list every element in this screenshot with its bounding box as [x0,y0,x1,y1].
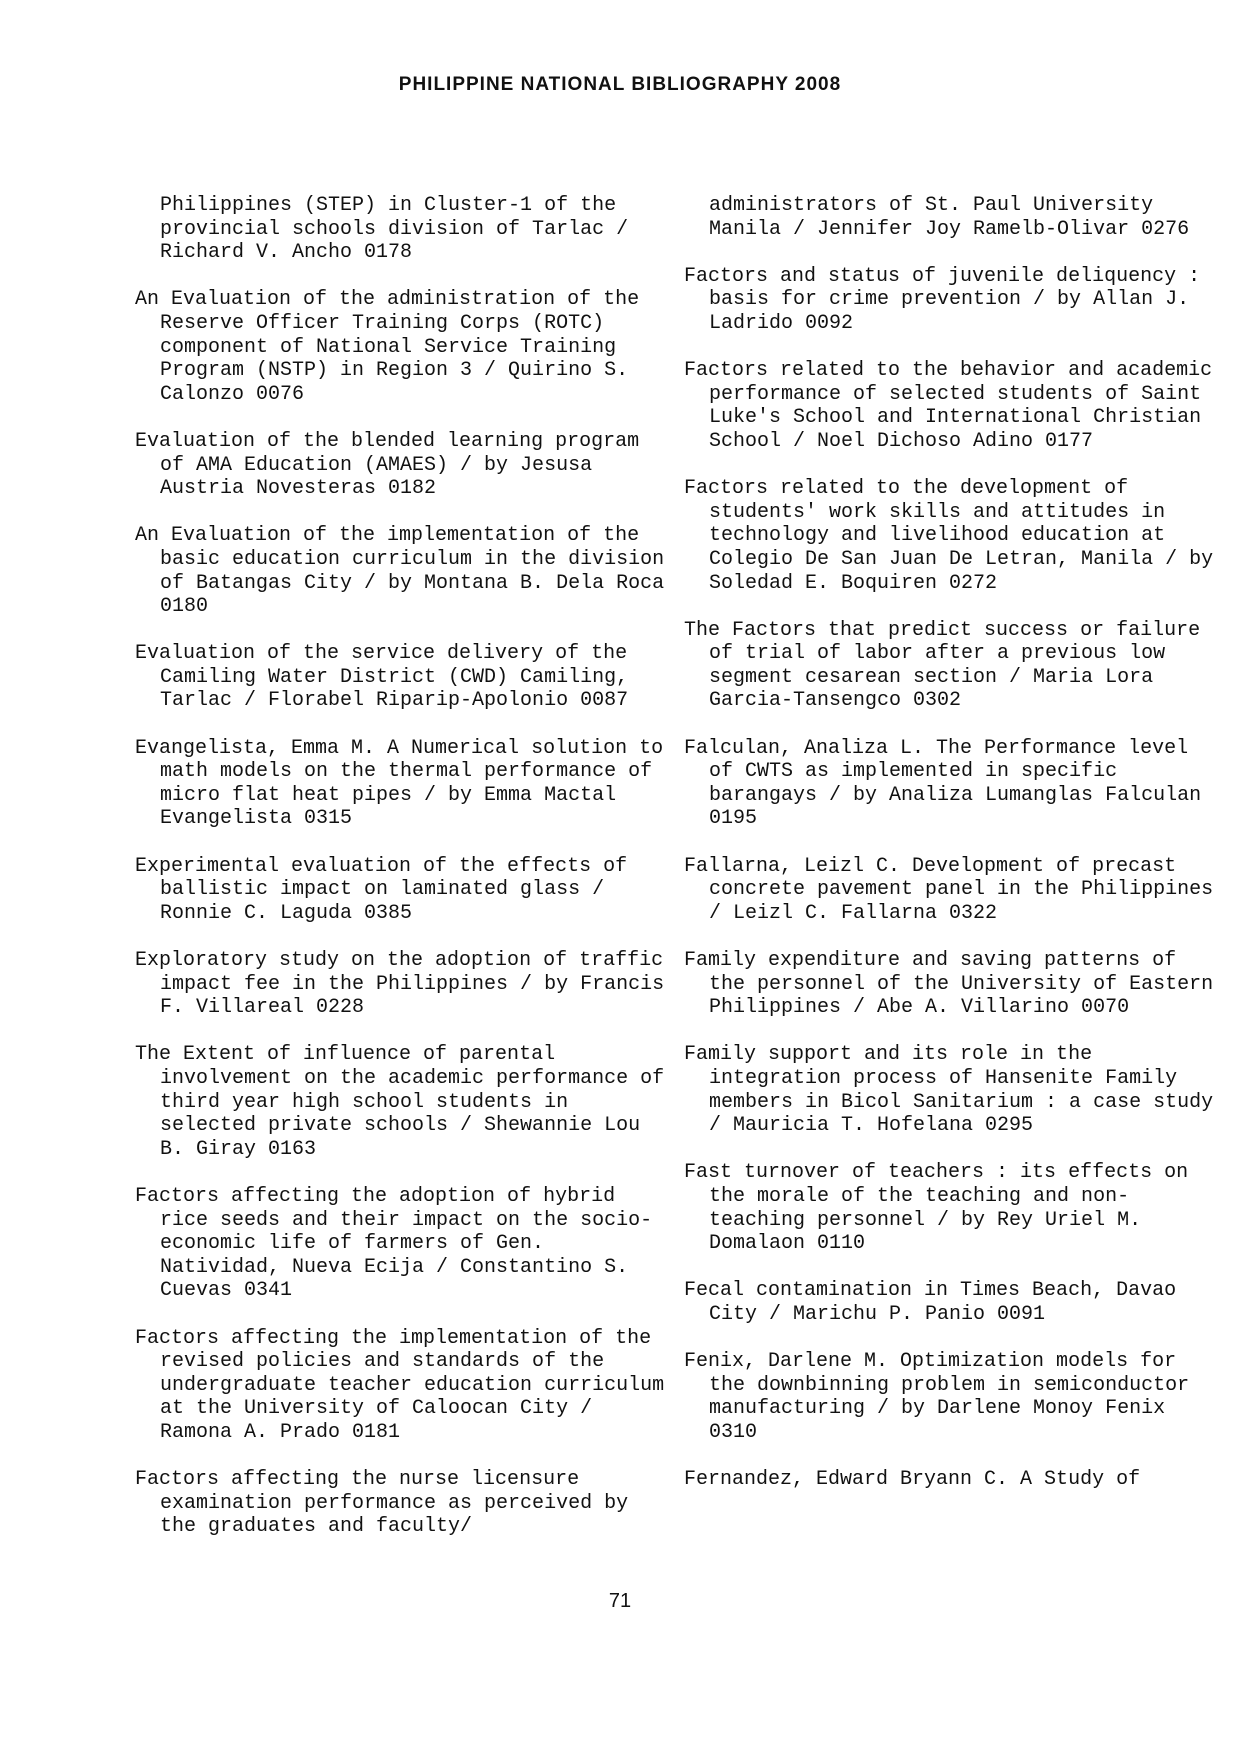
bibliography-entry: Factors affecting the nurse licensure examination performance as perceived by the graduates and faculty/ [135,1468,641,1539]
bibliography-entry: Evaluation of the blended learning program of AMA Education (AMAES) / by Jesusa Austria Novesteras 0182 [135,429,652,501]
bibliography-entry: Fernandez, Edward Bryann C. A Study of [684,1468,1141,1492]
bibliography-entry: Experimental evaluation of the effects of ballistic impact on laminated glass / Ronnie C. Laguda 0385 [135,854,640,925]
bibliography-entry: Factors and status of juvenile deliquency : basis for crime prevention / by Allan J. Ladrido 0092 [684,264,1213,335]
bibliography-entry: Fallarna, Leizl C. Development of precast concrete pavement panel in the Philippines / Leizl C. Fallarna 0322 [684,854,1226,925]
bibliography-entry: Family support and its role in the integration process of Hansenite Family members in Bicol Sanitarium : a case study / Mauricia T. Hofelana 0295 [684,1043,1226,1138]
bibliography-entry: Exploratory study on the adoption of traffic impact fee in the Philippines / by Francis F. Villareal 0228 [135,949,677,1020]
bibliography-entry: Factors affecting the adoption of hybrid rice seeds and their impact on the socio-economic life of farmers of Gen. Natividad, Nueva Ecija / Constantino S. Cuevas 0341 [135,1184,653,1303]
bibliography-entry: Fenix, Darlene M. Optimization models for the downbinning problem in semiconductor manufacturing / by Darlene Monoy Fenix 0310 [684,1350,1202,1444]
bibliography-entry: Factors related to the development of students' work skills and attitudes in technology and livelihood education at Colegio De San Juan De Letran, Manila / by Soledad E. Boquiren 0272 [684,477,1226,595]
left-column [135,194,675,1562]
bibliography-entry: Falculan, Analiza L. The Performance level of CWTS as implemented in specific barangays / by Analiza Lumanglas Falculan 0195 [684,736,1214,831]
bibliography-entry: Factors affecting the implementation of the revised policies and standards of the undergraduate teacher education curriculum at the University of Caloocan City / Ramona A. Prado 0181 [135,1326,677,1444]
bibliography-entry-continuation: administrators of St. Paul University Manila / Jennifer Joy Ramelb-Olivar 0276 [709,194,1190,241]
page-header: PHILIPPINE NATIONAL BIBLIOGRAPHY 2008 [398,74,842,95]
bibliography-entry: Evangelista, Emma M. A Numerical solution to math models on the thermal performance of micro flat heat pipes / by Emma Mactal Evangelista 0315 [135,736,676,831]
bibliography-entry: Fecal contamination in Times Beach, Davao City / Marichu P. Panio 0091 [684,1279,1189,1326]
bibliography-entry: The Factors that predict success or failure of trial of labor after a previous low segment cesarean section / Maria Lora Garcia-Tansengco 0302 [684,618,1213,713]
bibliography-entry-continuation: Philippines (STEP) in Cluster-1 of the provincial schools division of Tarlac / Richard V. Ancho 0178 [160,194,641,265]
page-number: 71 [608,1590,632,1612]
bibliography-entry: Family expenditure and saving patterns of the personnel of the University of Eastern Philippines / Abe A. Villarino 0070 [684,949,1226,1020]
right-column [684,194,1224,1515]
bibliography-entry: Fast turnover of teachers : its effects on the morale of the teaching and non-teaching personnel / by Rey Uriel M. Domalaon 0110 [684,1161,1201,1256]
bibliography-entry: An Evaluation of the implementation of the basic education curriculum in the division of Batangas City / by Montana B. Dela Roca 0180 [135,524,677,619]
bibliography-entry: An Evaluation of the administration of the Reserve Officer Training Corps (ROTC) component of National Service Training Program (NSTP) in Region 3 / Quirino S. Calonzo 0076 [135,288,652,406]
bibliography-entry: Factors related to the behavior and academic performance of selected students of Saint Luke's School and International Christian School / Noel Dichoso Adino 0177 [684,359,1225,453]
bibliography-entry: Evaluation of the service delivery of the Camiling Water District (CWD) Camiling, Tarlac / Florabel Riparip-Apolonio 0087 [135,642,641,713]
bibliography-entry: The Extent of influence of parental involvement on the academic performance of third year high school students in selected private schools / Shewannie Lou B. Giray 0163 [135,1043,677,1161]
